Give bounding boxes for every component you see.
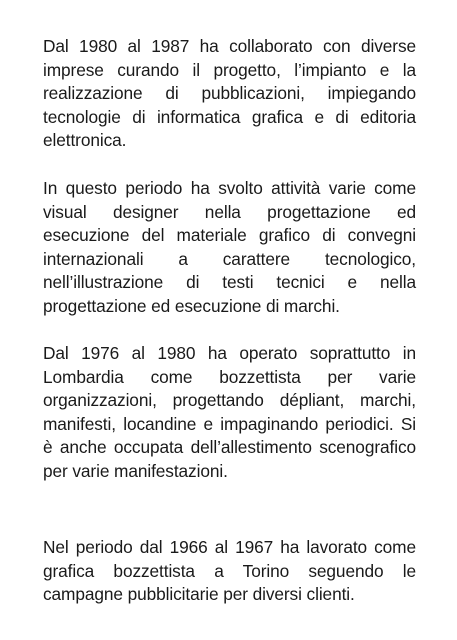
paragraph-1980-1987: Dal 1980 al 1987 ha collaborato con diverse imprese curando il progetto, l’impianto e la realizzazione di pubblicazioni, impiegando tecnologie di informatica grafica e di editoria elettronica. [43,36,416,150]
paragraph-visual-designer: In questo periodo ha svolto attività varie come visual designer nella progettazione ed esecuzione del materiale grafico di convegni internazionali a carattere tecnologico, nell’illustrazione di testi tecnici e nella progettazione ed esecuzione di marchi. [43,178,416,316]
paragraph-1966-1967: Nel periodo dal 1966 al 1967 ha lavorato come grafica bozzettista a Torino seguendo le campagne pubblicitarie per diversi clienti. [43,537,416,604]
paragraph-1976-1980: Dal 1976 al 1980 ha operato soprattutto in Lombardia come bozzettista per varie organizzazioni, progettando dépliant, marchi, manifesti, locandine e impaginando periodici. Si è anche occupata dell’allestimento scenografico per varie manifestazioni. [43,343,416,481]
